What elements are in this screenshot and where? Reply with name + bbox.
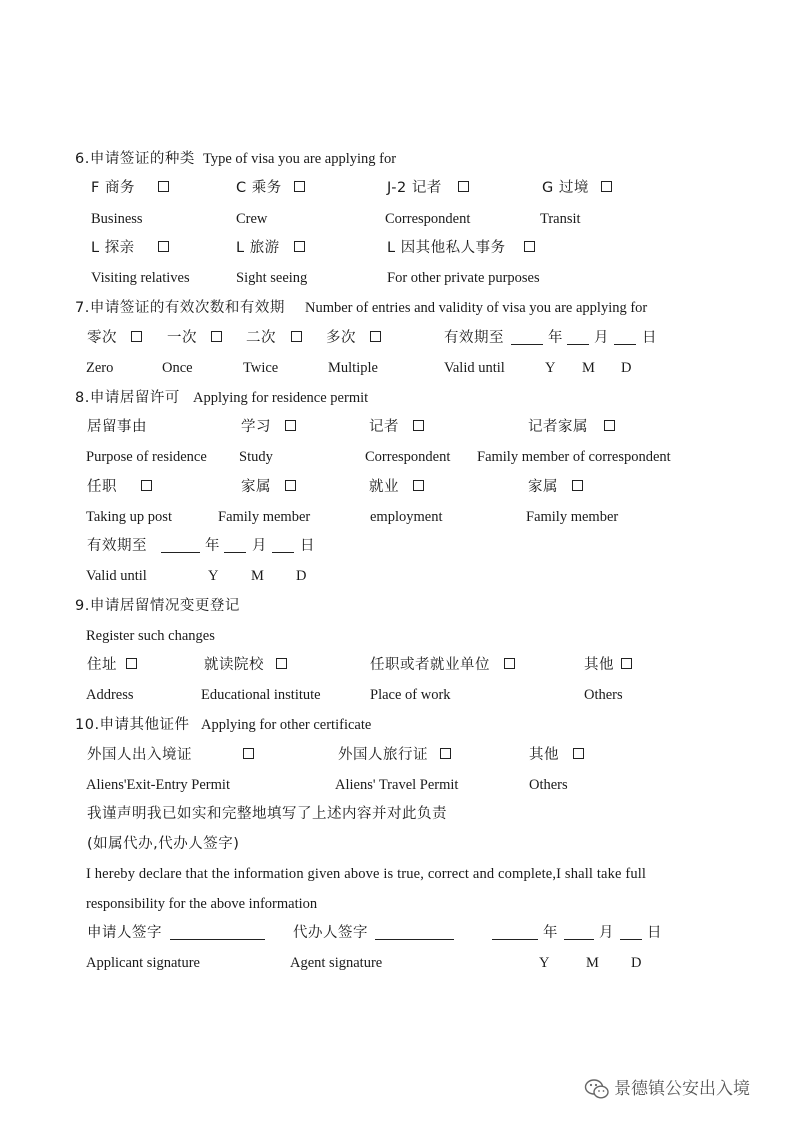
- purpose-employment-family-en: Family member: [526, 509, 619, 525]
- visa-valid-y: Y: [545, 360, 556, 376]
- declaration-en-1: I hereby declare that the information given above is true, correct and complete,I shall take full: [86, 866, 647, 882]
- section-10-title: 10.申请其他证件: [75, 717, 190, 733]
- watermark-text: 景德镇公安出入境: [614, 1079, 750, 1099]
- purpose-post-checkbox[interactable]: [141, 480, 152, 491]
- purpose-employment-family-checkbox[interactable]: [572, 480, 583, 491]
- section-10-options-en: [0, 773, 793, 797]
- declaration-proxy-line: [0, 832, 793, 856]
- visa-valid-month-field[interactable]: [567, 344, 589, 345]
- permit-valid-m: M: [251, 568, 264, 584]
- change-workplace-label: 任职或者就业单位: [370, 657, 490, 673]
- purpose-correspondent-family-label: 记者家属: [528, 419, 588, 435]
- entries-multiple-en: Multiple: [328, 360, 378, 376]
- declaration-en-2: responsibility for the above information: [86, 896, 318, 912]
- visa-valid-until-label: 有效期至: [444, 330, 504, 346]
- applicant-signature-en: Applicant signature: [86, 955, 200, 971]
- purpose-family-checkbox[interactable]: [285, 480, 296, 491]
- visa-type-g-label: G 过境: [542, 180, 589, 196]
- permit-valid-d: D: [296, 568, 307, 584]
- section-9-options-en: [0, 683, 793, 707]
- section-9-sub: [0, 624, 793, 648]
- purpose-study-checkbox[interactable]: [285, 420, 296, 431]
- section-7-options: [0, 326, 793, 350]
- entries-zero-label: 零次: [87, 330, 117, 346]
- purpose-correspondent-family-checkbox[interactable]: [604, 420, 615, 431]
- section-6-title: 6.申请签证的种类: [75, 151, 195, 167]
- change-workplace-en: Place of work: [370, 687, 451, 703]
- section-7-title: 7.申请签证的有效次数和有效期: [75, 300, 285, 316]
- section-6-row2: [0, 236, 793, 260]
- section-8-row1-en: [0, 445, 793, 469]
- visa-type-l-tour-en: Sight seeing: [236, 270, 308, 286]
- entries-zero-checkbox[interactable]: [131, 331, 142, 342]
- section-6-row1: [0, 176, 793, 200]
- cert-others-en: Others: [529, 777, 568, 793]
- permit-valid-y: Y: [208, 568, 219, 584]
- purpose-study-label: 学习: [241, 419, 271, 435]
- signature-month-unit: 月: [599, 925, 614, 941]
- section-8-heading: [0, 386, 793, 410]
- permit-valid-until-label: 有效期至: [87, 538, 147, 554]
- section-6-heading: [0, 147, 793, 171]
- cert-travel-en: Aliens' Travel Permit: [335, 777, 459, 793]
- section-8-title: 8.申请居留许可: [75, 390, 180, 406]
- visa-type-j2-en: Correspondent: [385, 211, 471, 227]
- section-8-validity: [0, 534, 793, 558]
- signature-year-field[interactable]: [492, 939, 538, 940]
- entries-twice-label: 二次: [246, 330, 276, 346]
- applicant-signature-label: 申请人签字: [87, 925, 162, 941]
- applicant-signature-field[interactable]: [170, 939, 265, 940]
- permit-valid-month-unit: 月: [252, 538, 267, 554]
- purpose-post-label: 任职: [87, 479, 117, 495]
- change-others-en: Others: [584, 687, 623, 703]
- change-address-label: 住址: [87, 657, 117, 673]
- visa-type-l-private-label: L 因其他私人事务: [387, 240, 506, 256]
- visa-valid-month-unit: 月: [594, 330, 609, 346]
- visa-type-l-relatives-checkbox[interactable]: [158, 241, 169, 252]
- residence-purpose-label: 居留事由: [87, 419, 147, 435]
- section-9-heading: [0, 594, 793, 618]
- entries-once-label: 一次: [167, 330, 197, 346]
- section-8-row2-en: [0, 505, 793, 529]
- visa-type-l-private-checkbox[interactable]: [524, 241, 535, 252]
- change-address-en: Address: [86, 687, 134, 703]
- visa-valid-year-unit: 年: [548, 330, 563, 346]
- signature-year-unit: 年: [543, 925, 558, 941]
- section-6-title-en: Type of visa you are applying for: [203, 151, 397, 167]
- agent-signature-label: 代办人签字: [293, 925, 368, 941]
- declaration-proxy: (如属代办,代办人签字): [87, 836, 240, 852]
- permit-valid-day-field[interactable]: [272, 552, 294, 553]
- permit-valid-year-unit: 年: [205, 538, 220, 554]
- purpose-employment-label: 就业: [369, 479, 399, 495]
- cert-others-checkbox[interactable]: [573, 748, 584, 759]
- section-10-options: [0, 743, 793, 767]
- purpose-correspondent-checkbox[interactable]: [413, 420, 424, 431]
- cert-travel-checkbox[interactable]: [440, 748, 451, 759]
- section-6-row2-en: [0, 266, 793, 290]
- change-others-checkbox[interactable]: [621, 658, 632, 669]
- visa-type-f-checkbox[interactable]: [158, 181, 169, 192]
- purpose-family-label: 家属: [241, 479, 271, 495]
- entries-twice-checkbox[interactable]: [291, 331, 302, 342]
- change-institute-en: Educational institute: [201, 687, 321, 703]
- entries-zero-en: Zero: [86, 360, 114, 376]
- entries-multiple-checkbox[interactable]: [370, 331, 381, 342]
- visa-valid-day-unit: 日: [642, 330, 657, 346]
- section-9-title-en: Register such changes: [86, 628, 215, 644]
- purpose-employment-family-label: 家属: [528, 479, 558, 495]
- visa-type-c-label: C 乘务: [236, 180, 282, 196]
- purpose-correspondent-label: 记者: [369, 419, 399, 435]
- change-workplace-checkbox[interactable]: [504, 658, 515, 669]
- visa-type-g-en: Transit: [540, 211, 581, 227]
- visa-type-f-label: F 商务: [91, 180, 135, 196]
- declaration-en-line1: [0, 862, 793, 886]
- section-8-title-en: Applying for residence permit: [193, 390, 369, 406]
- agent-signature-en: Agent signature: [290, 955, 383, 971]
- section-10-title-en: Applying for other certificate: [201, 717, 372, 733]
- visa-type-l-relatives-label: L 探亲: [91, 240, 135, 256]
- signature-day-field[interactable]: [620, 939, 642, 940]
- permit-valid-year-field[interactable]: [161, 552, 200, 553]
- signature-y: Y: [539, 955, 550, 971]
- permit-valid-until-en: Valid until: [86, 568, 147, 584]
- purpose-family-en: Family member: [218, 509, 311, 525]
- purpose-study-en: Study: [239, 449, 273, 465]
- section-9-options: [0, 653, 793, 677]
- cert-exit-entry-checkbox[interactable]: [243, 748, 254, 759]
- visa-type-g-checkbox[interactable]: [601, 181, 612, 192]
- residence-purpose-en: Purpose of residence: [86, 449, 207, 465]
- signature-m: M: [586, 955, 599, 971]
- visa-type-c-checkbox[interactable]: [294, 181, 305, 192]
- cert-travel-label: 外国人旅行证: [338, 747, 428, 763]
- visa-type-f-en: Business: [91, 211, 143, 227]
- visa-type-l-tour-label: L 旅游: [236, 240, 280, 256]
- purpose-correspondent-en: Correspondent: [365, 449, 451, 465]
- entries-twice-en: Twice: [243, 360, 279, 376]
- visa-type-l-relatives-en: Visiting relatives: [91, 270, 190, 286]
- section-10-heading: [0, 713, 793, 737]
- signature-day-unit: 日: [647, 925, 662, 941]
- wechat-icon: [584, 1078, 610, 1100]
- visa-valid-until-en: Valid until: [444, 360, 505, 376]
- purpose-correspondent-family-en: Family member of correspondent: [477, 449, 671, 465]
- entries-once-checkbox[interactable]: [211, 331, 222, 342]
- entries-once-en: Once: [162, 360, 193, 376]
- signature-row-en: [0, 951, 793, 975]
- signature-month-field[interactable]: [564, 939, 594, 940]
- visa-type-j2-checkbox[interactable]: [458, 181, 469, 192]
- section-8-row2: [0, 475, 793, 499]
- cert-exit-entry-label: 外国人出入境证: [87, 747, 192, 763]
- section-7-heading: [0, 296, 793, 320]
- visa-valid-m: M: [582, 360, 595, 376]
- section-8-row1: [0, 415, 793, 439]
- signature-row: [0, 921, 793, 945]
- cert-others-label: 其他: [529, 747, 559, 763]
- permit-valid-month-field[interactable]: [224, 552, 246, 553]
- section-8-validity-en: [0, 564, 793, 588]
- visa-valid-d: D: [621, 360, 632, 376]
- declaration-cn-line: [0, 802, 793, 826]
- purpose-employment-checkbox[interactable]: [413, 480, 424, 491]
- purpose-post-en: Taking up post: [86, 509, 172, 525]
- change-institute-checkbox[interactable]: [276, 658, 287, 669]
- change-institute-label: 就读院校: [204, 657, 264, 673]
- entries-multiple-label: 多次: [326, 330, 356, 346]
- change-others-label: 其他: [584, 657, 614, 673]
- section-7-title-en: Number of entries and validity of visa you are applying for: [305, 300, 648, 316]
- purpose-employment-en: employment: [370, 509, 443, 525]
- visa-valid-year-field[interactable]: [511, 344, 543, 345]
- visa-type-l-private-en: For other private purposes: [387, 270, 540, 286]
- visa-type-l-tour-checkbox[interactable]: [294, 241, 305, 252]
- change-address-checkbox[interactable]: [126, 658, 137, 669]
- section-7-options-en: [0, 356, 793, 380]
- section-6-row1-en: [0, 207, 793, 231]
- signature-d: D: [631, 955, 642, 971]
- visa-valid-day-field[interactable]: [614, 344, 636, 345]
- agent-signature-field[interactable]: [375, 939, 454, 940]
- permit-valid-day-unit: 日: [300, 538, 315, 554]
- declaration-en-line2: [0, 892, 793, 916]
- section-9-title: 9.申请居留情况变更登记: [75, 598, 240, 614]
- visa-type-c-en: Crew: [236, 211, 268, 227]
- declaration-cn: 我谨声明我已如实和完整地填写了上述内容并对此负责: [87, 806, 447, 822]
- visa-type-j2-label: J-2 记者: [387, 180, 442, 196]
- cert-exit-entry-en: Aliens'Exit-Entry Permit: [86, 777, 230, 793]
